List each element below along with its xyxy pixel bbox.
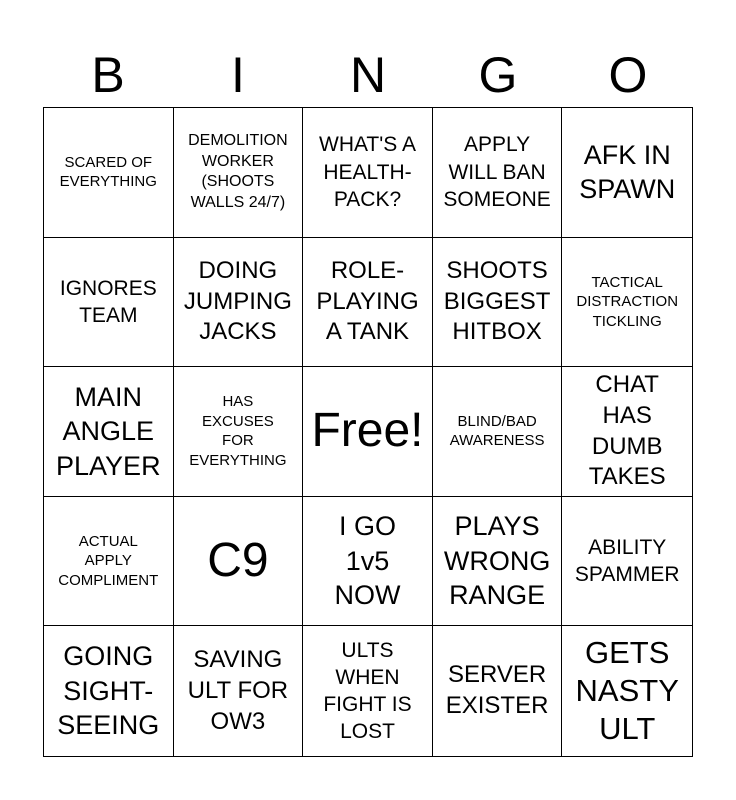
- bingo-cell-label: SERVER EXISTER: [445, 661, 549, 720]
- bingo-cell-i2[interactable]: [174, 238, 304, 368]
- bingo-cell-i1[interactable]: [174, 108, 304, 238]
- bingo-cell-b5[interactable]: [44, 626, 174, 756]
- header-letter-i: I: [231, 47, 245, 103]
- bingo-cell-label: SAVING ULT FOR OW3: [187, 646, 289, 735]
- bingo-cell-label: APPLY WILL BAN SOMEONE: [443, 133, 551, 211]
- bingo-cell-n1[interactable]: [303, 108, 433, 238]
- bingo-cell-g5[interactable]: [433, 626, 563, 756]
- bingo-cell-label: GOING SIGHT- SEEING: [57, 641, 160, 741]
- bingo-cell-g1[interactable]: [433, 108, 563, 238]
- bingo-cell-label: C9: [207, 533, 269, 587]
- bingo-cell-b3[interactable]: [44, 367, 174, 497]
- bingo-cell-label: ABILITY SPAMMER: [574, 535, 680, 587]
- bingo-cell-label: HAS EXCUSES FOR EVERYTHING: [189, 393, 287, 469]
- header-letter-o: O: [608, 47, 648, 103]
- bingo-cell-n5[interactable]: [303, 626, 433, 756]
- bingo-board: [43, 107, 693, 757]
- bingo-cell-o4[interactable]: [562, 497, 692, 627]
- bingo-cell-label: TACTICAL DISTRACTION TICKLING: [576, 273, 679, 330]
- bingo-cell-o1[interactable]: [562, 108, 692, 238]
- bingo-cell-label: I GO 1v5 NOW: [334, 511, 401, 611]
- bingo-cell-label: SHOOTS BIGGEST HITBOX: [443, 256, 551, 346]
- bingo-cell-label: GETS NASTY ULT: [575, 635, 679, 747]
- bingo-cell-i5[interactable]: [174, 626, 304, 756]
- bingo-cell-label: CHAT HAS DUMB TAKES: [588, 371, 666, 491]
- bingo-cell-label: ROLE- PLAYING A TANK: [316, 256, 419, 346]
- bingo-cell-label: DOING JUMPING JACKS: [183, 256, 292, 346]
- bingo-cell-o3[interactable]: [562, 367, 692, 497]
- free-space-label: Free!: [311, 404, 424, 458]
- header-letter-n: N: [349, 47, 387, 103]
- bingo-cell-label: MAIN ANGLE PLAYER: [56, 381, 161, 481]
- bingo-cell-label: IGNORES TEAM: [59, 276, 157, 327]
- bingo-cell-label: SCARED OF EVERYTHING: [59, 153, 157, 191]
- bingo-cell-label: ACTUAL APPLY COMPLIMENT: [58, 532, 159, 589]
- header-letter-g: G: [478, 47, 518, 103]
- bingo-cell-n4[interactable]: [303, 497, 433, 627]
- bingo-cell-i3[interactable]: [174, 367, 304, 497]
- bingo-cell-b2[interactable]: [44, 238, 174, 368]
- bingo-cell-o2[interactable]: [562, 238, 692, 368]
- bingo-cell-o5[interactable]: [562, 626, 692, 756]
- bingo-cell-b1[interactable]: [44, 108, 174, 238]
- bingo-cell-n3-free[interactable]: [303, 367, 433, 497]
- bingo-cell-label: DEMOLITION WORKER (SHOOTS WALLS 24/7): [188, 131, 288, 212]
- bingo-cell-label: BLIND/BAD AWARENESS: [449, 412, 545, 450]
- bingo-header: [43, 42, 693, 108]
- header-letter-b: B: [91, 47, 125, 103]
- bingo-cell-label: ULTS WHEN FIGHT IS LOST: [323, 638, 412, 744]
- bingo-cell-g2[interactable]: [433, 238, 563, 368]
- bingo-cell-i4[interactable]: [174, 497, 304, 627]
- bingo-cell-g4[interactable]: [433, 497, 563, 627]
- bingo-cell-b4[interactable]: [44, 497, 174, 627]
- bingo-cell-label: AFK IN SPAWN: [579, 139, 676, 205]
- bingo-cell-label: PLAYS WRONG RANGE: [443, 511, 551, 611]
- bingo-cell-g3[interactable]: [433, 367, 563, 497]
- bingo-cell-label: WHAT'S A HEALTH- PACK?: [319, 133, 416, 211]
- bingo-cell-n2[interactable]: [303, 238, 433, 368]
